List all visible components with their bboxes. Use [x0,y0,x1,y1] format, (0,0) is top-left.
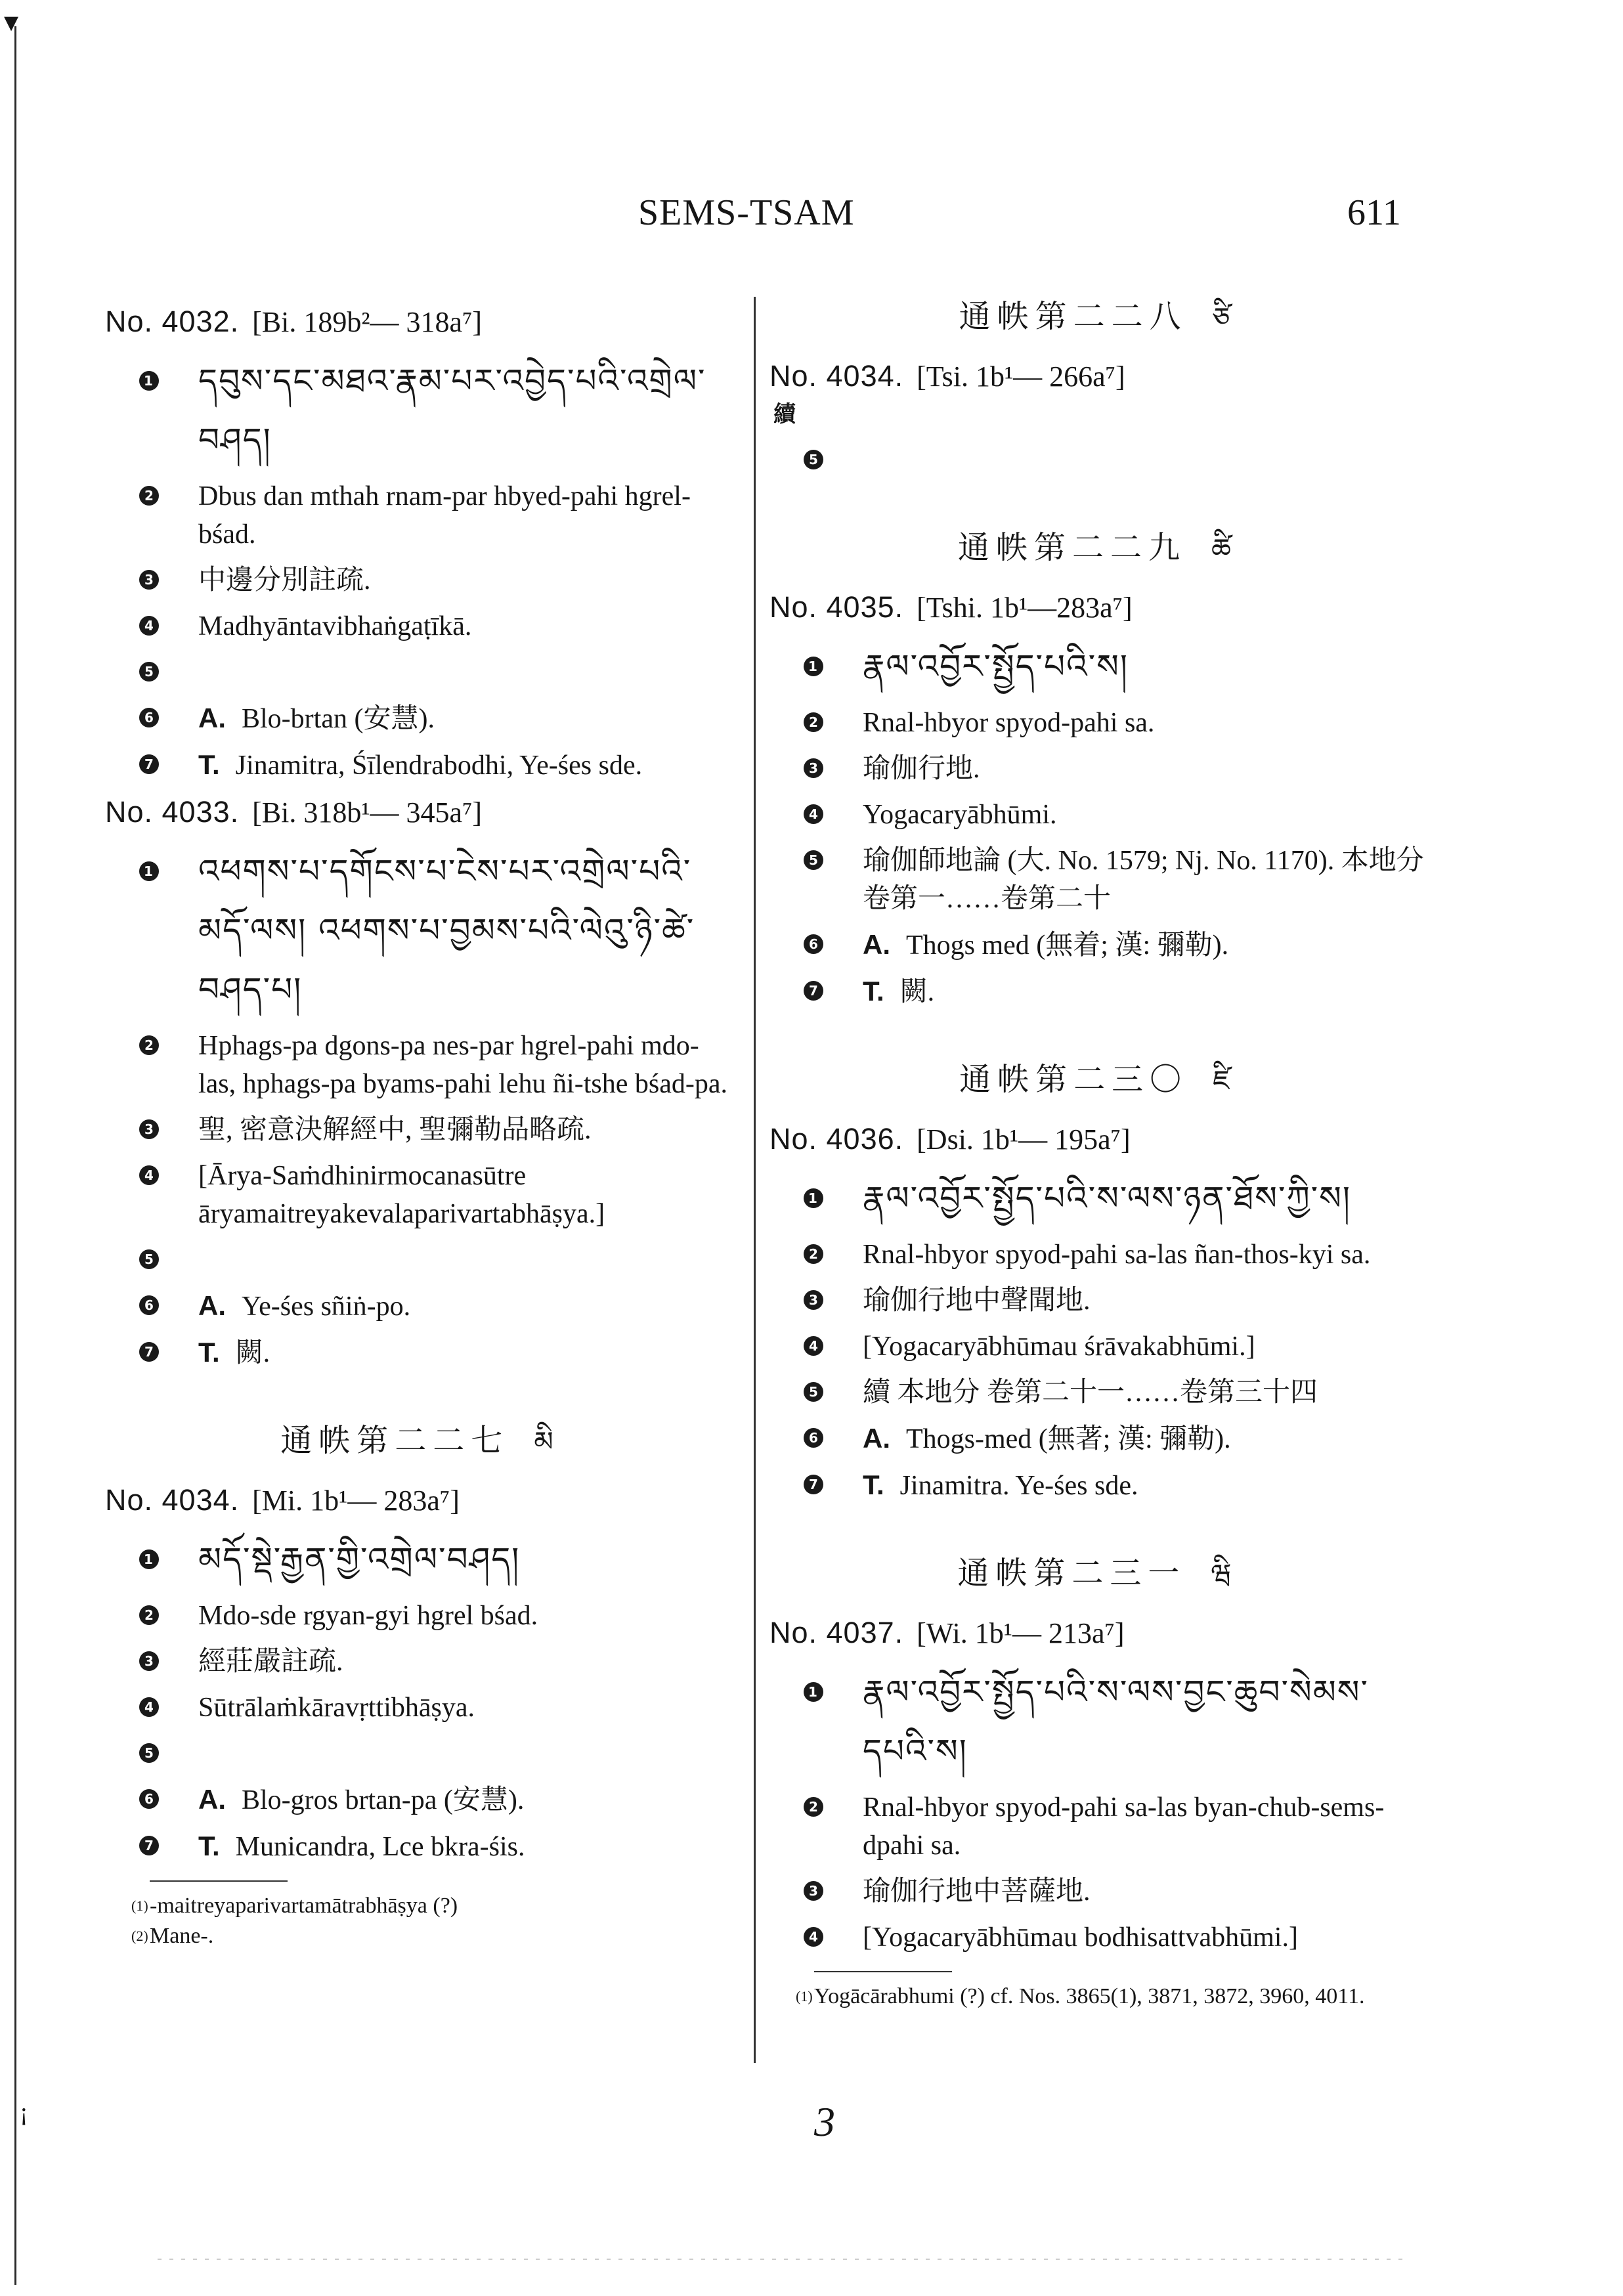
entry-field-3 [769,1282,1426,1320]
field-number-marker: 2 [804,1244,823,1264]
volume-heading-text: 通帙第二三一 [957,1556,1186,1591]
field-text: 中邊分別註疏. [198,565,371,596]
field-text: Jinamitra. Ye-śes sde. [899,1471,1138,1501]
entry-field-1 [105,842,735,1019]
field-number-marker: 5 [139,1249,159,1269]
entry-field-2 [769,1236,1426,1274]
field-text: Mdo-sde rgyan-gyi hgrel bśad. [198,1601,538,1631]
role-label: T. [863,1469,884,1500]
field-text: Rnal-hbyor spyod-pahi sa-las byan-chub-sems-dpahi sa. [863,1792,1385,1861]
entry-field-5 [769,842,1426,918]
field-number-marker: 5 [804,850,823,870]
field-number-marker: 6 [139,1789,159,1809]
entry-header [769,1613,1426,1653]
entry-field-5 [105,1241,735,1279]
entry-field-5 [105,653,735,691]
field-text: 經莊嚴註疏. [198,1647,343,1677]
catalog-entry [769,1119,1426,1505]
tibetan-title: རྣལ་འབྱོར་སྤྱོད་པའི་ས་ལས་ཉན་ཐོས་ཀྱི་ས། [863,1179,1351,1217]
entry-header [769,588,1426,628]
entry-folio: [Bi. 189b²— 318a⁷] [252,306,483,338]
footnote-mark: (1) [796,1988,813,2004]
field-text: Madhyāntavibhaṅgaṭīkā. [198,611,472,641]
field-number-marker: 1 [139,371,159,391]
field-text: Thogs med (無着; 漢: 彌勒). [906,930,1229,961]
entry-number: No. 4035. [769,590,904,624]
field-text: Blo-gros brtan-pa (安慧). [242,1785,525,1815]
entry-field-7 [769,1466,1426,1505]
entry-field-2 [769,704,1426,742]
field-text: Jinamitra, Śīlendrabodhi, Ye-śes sde. [235,750,643,781]
field-text: Ye-śes sñiṅ-po. [242,1291,411,1322]
field-text: 瑜伽行地中菩薩地. [863,1876,1091,1907]
field-number-marker: 6 [139,1295,159,1315]
field-number-marker: 3 [139,1119,159,1139]
continuation-mark: 續 [773,402,796,427]
entry-field-6 [105,1287,735,1326]
field-number-marker: 7 [139,1342,159,1362]
tibetan-title: དབུས་དང་མཐའ་རྣམ་པར་འབྱེད་པའི་འགྲེལ་བཤད། [198,362,706,459]
field-text: Municandra, Lce bkra-śis. [235,1832,525,1862]
entry-number: No. 4034. [769,359,904,393]
entry-number: No. 4032. [105,305,240,338]
entry-field-5 [769,441,1426,479]
volume-glyph: ཙི [1212,301,1237,334]
entry-folio: [Tsi. 1b¹— 266a⁷] [917,360,1125,393]
volume-heading [769,525,1426,572]
role-label: T. [863,976,884,1007]
entry-field-1 [769,637,1426,696]
field-number-marker: 5 [139,662,159,682]
entry-field-3 [105,561,735,599]
field-text: Dbus dan mthah rnam-par hbyed-pahi hgrel-bśad. [198,481,691,550]
role-label: A. [863,1423,890,1454]
field-text: 瑜伽師地論 (大. No. 1579; Nj. No. 1170). 本地分 卷第一……卷第二十 [863,846,1424,914]
catalog-entry [769,357,1426,479]
field-number-marker: 4 [804,1336,823,1356]
entry-field-4 [105,1157,735,1233]
footnote [105,1891,735,1921]
volume-glyph: ཛི [1213,1064,1236,1096]
left-column [105,294,735,1951]
field-number-marker: 3 [139,1651,159,1671]
entry-field-5 [769,1374,1426,1412]
entry-field-4 [769,1328,1426,1366]
field-number-marker: 4 [139,1165,159,1185]
field-text: Yogacaryābhūmi. [863,800,1057,830]
catalog-entry [769,1613,1426,1957]
role-label: T. [198,1337,220,1368]
field-number-marker: 2 [139,1605,159,1625]
margin-mark: ¡ [20,2098,28,2126]
field-number-marker: 1 [804,1188,823,1208]
entry-number: No. 4037. [769,1616,904,1649]
entry-folio: [Dsi. 1b¹— 195a⁷] [917,1123,1131,1156]
role-label: A. [198,703,226,733]
running-header-title: SEMS-TSAM [638,192,855,233]
entry-field-1 [769,1662,1426,1781]
field-text: Hphags-pa dgons-pa nes-par hgrel-pahi mdo-las, hphags-pa byams-pahi lehu ñi-tshe bśad-pa. [198,1031,727,1099]
field-number-marker: 6 [139,708,159,727]
corner-mark: ▾ [4,6,19,38]
field-number-marker: 2 [804,1797,823,1817]
field-text: 闕. [235,1338,270,1368]
footnote-text: -maitreyaparivartamātrabhāṣya (?) [150,1894,458,1918]
entry-number: No. 4034. [105,1483,240,1517]
entry-field-4 [105,1689,735,1727]
field-number-marker: 4 [139,616,159,636]
tibetan-title: མདོ་སྡེ་རྒྱན་གྱི་འགྲེལ་བཤད། [198,1540,521,1578]
footnote-rule [814,1971,952,1972]
role-label: A. [198,1784,226,1815]
field-number-marker: 7 [804,981,823,1001]
volume-glyph: ཚི [1211,532,1238,565]
field-text: [Yogacaryābhūmau śrāvakabhūmi.] [863,1332,1255,1362]
entry-field-6 [105,699,735,738]
field-number-marker: 7 [139,1836,159,1855]
entry-field-2 [769,1788,1426,1865]
footnote-rule [150,1880,288,1882]
field-number-marker: 7 [139,754,159,774]
footnote [769,1982,1426,2012]
field-text: Thogs-med (無著; 漢: 彌勒). [906,1424,1231,1454]
field-text: [Yogacaryābhūmau bodhisattvabhūmi.] [863,1922,1298,1953]
catalog-entry [105,1481,735,1866]
field-number-marker: 6 [804,934,823,954]
field-text: 瑜伽行地. [863,754,980,784]
left-page-rule [14,26,16,2285]
entry-folio: [Wi. 1b¹— 213a⁷] [917,1617,1125,1649]
field-text: 聖, 密意決解經中, 聖彌勒品略疏. [198,1115,592,1145]
entry-field-6 [769,926,1426,964]
volume-heading-text: 通帙第二三〇 [959,1062,1188,1097]
entry-field-4 [769,1918,1426,1957]
field-number-marker: 7 [804,1475,823,1494]
role-label: A. [198,1290,226,1321]
field-text: Blo-brtan (安慧). [242,704,435,734]
field-number-marker: 3 [804,758,823,778]
handwritten-note: 3 [814,2098,835,2145]
entry-field-6 [769,1419,1426,1458]
field-number-marker: 1 [804,1682,823,1702]
entry-folio: [Tshi. 1b¹—283a⁷] [917,592,1133,624]
field-number-marker: 2 [139,486,159,506]
volume-heading-text: 通帙第二二九 [958,531,1187,565]
footnote-text: Yogācārabhumi (?) cf. Nos. 3865(1), 3871, 3872, 3960, 4011. [814,1984,1365,2008]
field-number-marker: 5 [804,1382,823,1402]
catalog-entry [105,792,735,1372]
field-number-marker: 1 [139,1549,159,1569]
entry-header [105,792,735,833]
tibetan-title: རྣལ་འབྱོར་སྤྱོད་པའི་ས། [863,647,1129,685]
field-text: [Ārya-Saṁdhinirmocanasūtre āryamaitreyakevalaparivartabhāṣya.] [198,1161,605,1229]
entry-field-1 [105,351,735,469]
field-number-marker: 1 [139,861,159,881]
entry-field-6 [105,1781,735,1819]
footnote-text: Mane-. [150,1924,214,1948]
entry-field-7 [105,1333,735,1372]
role-label: A. [863,929,890,960]
entry-folio: [Mi. 1b¹— 283a⁷] [252,1484,460,1517]
entry-folio: [Bi. 318b¹— 345a⁷] [252,796,483,829]
entry-header [105,302,735,342]
entry-header [105,1481,735,1521]
role-label: T. [198,1830,220,1861]
field-number-marker: 5 [804,450,823,469]
tibetan-title: འཕགས་པ་དགོངས་པ་ངེས་པར་འགྲེལ་པའི་མདོ་ལས། འཕགས་པ་བྱམས་པའི་ལེའུ་ཉི་ཚེ་བཤད་པ། [198,852,695,1008]
entry-field-1 [105,1530,735,1589]
entry-field-3 [769,1873,1426,1911]
footnote [105,1921,735,1951]
field-text: Rnal-hbyor spyod-pahi sa. [863,708,1155,738]
volume-heading-text: 通帙第二二七 [280,1423,509,1458]
entry-field-7 [105,746,735,785]
volume-heading [769,1551,1426,1597]
field-text: 續 本地分 卷第二十一……卷第三十四 [863,1377,1318,1408]
entry-field-2 [105,1027,735,1103]
page-number: 611 [1347,192,1401,233]
field-number-marker: 4 [804,804,823,824]
field-number-marker: 3 [804,1881,823,1901]
volume-glyph: མི [534,1425,560,1458]
entry-field-3 [105,1643,735,1681]
entry-header [769,357,1426,397]
entry-field-7 [769,972,1426,1011]
entry-number: No. 4033. [105,795,240,829]
right-column [769,294,1426,2012]
field-text: 闕. [899,977,935,1007]
field-text: Rnal-hbyor spyod-pahi sa-las ñan-thos-kyi sa. [863,1240,1371,1270]
field-number-marker: 4 [804,1927,823,1947]
entry-field-1 [769,1169,1426,1228]
entry-field-3 [769,750,1426,788]
field-number-marker: 6 [804,1428,823,1448]
tibetan-title: རྣལ་འབྱོར་སྤྱོད་པའི་ས་ལས་བྱང་ཆུབ་སེམས་དཔའི་ས། [863,1673,1370,1770]
field-number-marker: 5 [139,1743,159,1763]
field-text: 瑜伽行地中聲聞地. [863,1286,1091,1316]
footnote-mark: (1) [131,1897,148,1914]
entry-field-5 [105,1735,735,1773]
volume-glyph: ཝི [1211,1558,1238,1590]
field-text: Sūtrālaṁkāravṛttibhāṣya. [198,1693,475,1723]
volume-heading-text: 通帙第二二八 [959,299,1188,334]
role-label: T. [198,749,220,780]
field-number-marker: 3 [139,570,159,590]
entry-field-4 [769,796,1426,834]
catalog-entry [769,588,1426,1011]
field-number-marker: 4 [139,1697,159,1717]
entry-field-2 [105,477,735,553]
catalog-entry [105,302,735,785]
entry-field-2 [105,1597,735,1635]
field-number-marker: 1 [804,657,823,676]
entry-header [769,1119,1426,1159]
entry-field-3 [105,1111,735,1149]
bottom-edge-noise [158,2259,1405,2260]
field-number-marker: 2 [139,1035,159,1055]
entry-field-7 [105,1827,735,1866]
entry-number: No. 4036. [769,1122,904,1156]
footnote-mark: (2) [131,1928,148,1944]
column-divider [754,297,756,2063]
field-number-marker: 2 [804,712,823,732]
entry-field-4 [105,607,735,645]
volume-heading [769,294,1426,341]
volume-heading [769,1057,1426,1104]
field-number-marker: 3 [804,1290,823,1310]
volume-heading [105,1418,735,1465]
